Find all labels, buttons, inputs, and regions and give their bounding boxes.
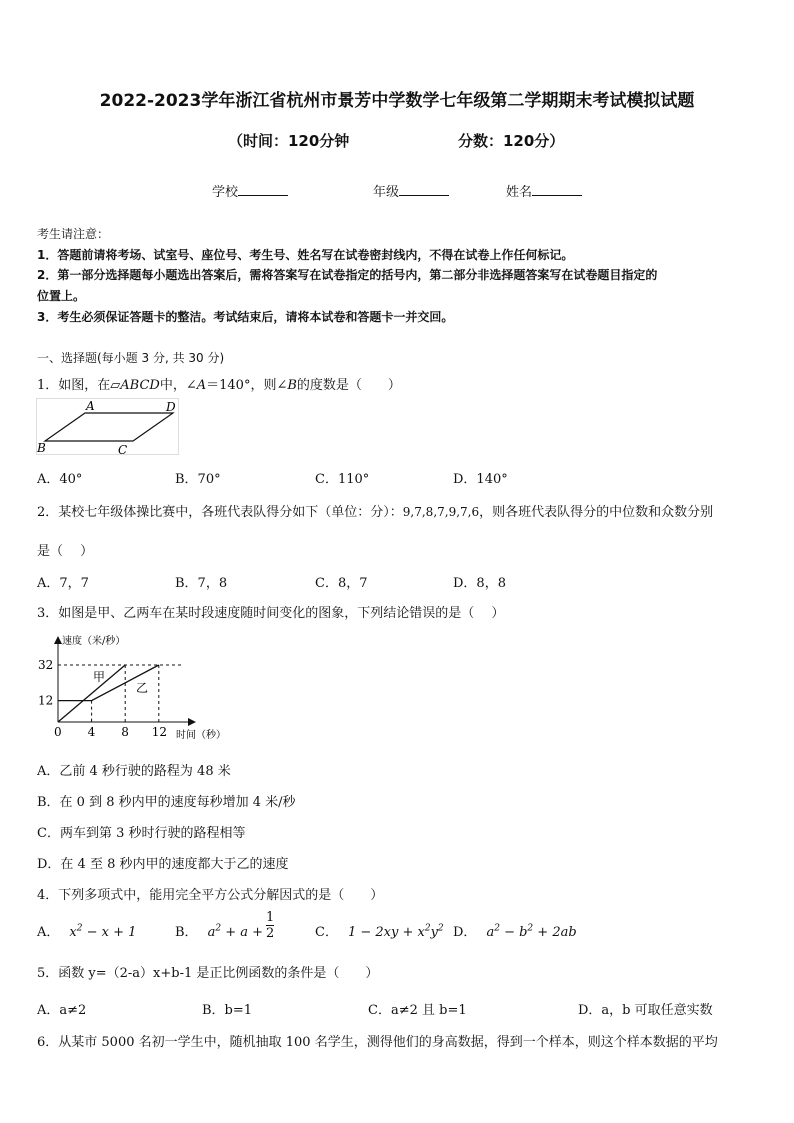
notice-item-2-cont: 位置上。 xyxy=(37,289,86,303)
q5-option-b: B．b=1 xyxy=(202,1003,253,1018)
q1-stem-c: ＝140°，则∠ xyxy=(206,378,288,393)
q1-option-c: C．110° xyxy=(315,472,370,487)
q4-option-b-fraction: $\frac{1}{2}$ xyxy=(266,910,275,941)
x-tick-4: 4 xyxy=(87,725,96,739)
speed-time-chart xyxy=(36,630,246,745)
q5-option-c: C．a≠2 且 b=1 xyxy=(368,1003,467,1018)
q4-option-c xyxy=(315,921,444,940)
q1-stem-a: 1．如图，在▱ xyxy=(37,378,121,393)
q4-option-b xyxy=(175,910,274,941)
grade-field xyxy=(373,181,449,200)
q4-option-b-label: B． xyxy=(175,925,198,940)
q1-stem-b: 中，∠ xyxy=(159,378,197,393)
q4-option-c-expr: $1 - 2xy + x^2y^2$ xyxy=(347,923,444,940)
series-label-yi: 乙 xyxy=(136,681,149,695)
question-5: 5．函数 y=（2-a）x+b-1 是正比例函数的条件是（ ） xyxy=(37,966,379,981)
exam-score: 分数：120分） xyxy=(458,132,565,150)
q2-stem-end: ，则各班代表队得分的中位数和众数分别 xyxy=(479,505,714,520)
q2-line-2: 是（ ） xyxy=(37,544,94,559)
notice-item-1: 1．答题前请将考场、试室号、座位号、考生号、姓名写在试卷密封线内，不得在试卷上作任何标记。 xyxy=(37,248,574,262)
q4-option-d-expr: $a^2 - b^2 + 2ab$ xyxy=(486,923,577,940)
parallelogram-figure xyxy=(36,398,186,460)
notice-item-3: 3．考生必须保证答题卡的整洁。考试结束后，请将本试卷和答题卡一并交回。 xyxy=(37,310,454,324)
school-label: 学校 xyxy=(212,185,239,200)
q1-option-d: D．140° xyxy=(453,472,508,487)
q1-option-a: A．40° xyxy=(37,472,83,487)
question-2 xyxy=(37,501,713,520)
question-6: 6．从某市 5000 名初一学生中，随机抽取 100 名学生，测得他们的身高数据，得到一个样本，则这个样本数据的平均 xyxy=(37,1035,718,1050)
name-label: 姓名 xyxy=(506,185,533,200)
school-blank xyxy=(238,183,288,196)
q1-angle-a: A xyxy=(196,378,207,393)
x-tick-8: 8 xyxy=(121,725,129,739)
q3-option-d: D．在 4 至 8 秒内甲的速度都大于乙的速度 xyxy=(37,857,289,872)
name-blank xyxy=(532,183,582,196)
vertex-label-b: B xyxy=(37,441,46,455)
q4-option-a-label: A． xyxy=(37,925,60,940)
q2-option-d: D．8，8 xyxy=(453,576,506,591)
parallelogram-shape xyxy=(45,413,173,441)
grade-label: 年级 xyxy=(373,185,400,200)
x-tick-0: 0 xyxy=(54,725,62,739)
q1-stem-d: 的度数是（ ） xyxy=(296,378,401,393)
notice-title: 考生请注意： xyxy=(37,227,110,241)
question-1 xyxy=(37,374,401,393)
chart-guide-lines xyxy=(58,665,183,722)
question-4: 4．下列多项式中，能用完全平方公式分解因式的是（ ） xyxy=(37,888,384,903)
name-field xyxy=(506,181,582,200)
grade-blank xyxy=(399,183,449,196)
vertex-label-d: D xyxy=(166,400,176,414)
exam-time: （时间：120分钟 xyxy=(228,132,350,150)
q1-parallelogram-name: ABCD xyxy=(120,378,160,393)
q4-option-d xyxy=(453,921,577,940)
q2-option-c: C．8，7 xyxy=(315,576,368,591)
q5-option-a: A．a≠2 xyxy=(37,1003,87,1018)
q2-data: 9,7,8,7,9,7,6 xyxy=(402,505,480,519)
q1-option-b: B．70° xyxy=(175,472,221,487)
q5-option-d: D．a，b 可取任意实数 xyxy=(578,1003,713,1018)
q2-option-b: B．7，8 xyxy=(175,576,228,591)
school-field xyxy=(212,181,288,200)
figure-frame xyxy=(37,399,179,455)
q2-stem: 2．某校七年级体操比赛中，各班代表队得分如下（单位：分）： xyxy=(37,505,403,520)
q3-option-a: A．乙前 4 秒行驶的路程为 48 米 xyxy=(37,764,231,779)
series-label-jia: 甲 xyxy=(93,670,106,684)
y-tick-32: 32 xyxy=(38,658,54,672)
exam-title: 2022-2023学年浙江省杭州市景芳中学数学七年级第二学期期末考试模拟试题 xyxy=(99,91,695,111)
q4-option-c-label: C． xyxy=(315,925,338,940)
x-tick-12: 12 xyxy=(151,725,168,739)
section-heading: 一、选择题(每小题 3 分, 共 30 分) xyxy=(37,351,225,365)
y-axis-label: 速度（米/秒） xyxy=(62,636,126,647)
q3-option-c: C．两车到第 3 秒时行驶的路程相等 xyxy=(37,826,246,841)
q1-angle-b: B xyxy=(287,378,297,393)
q4-option-d-label: D． xyxy=(453,925,477,940)
x-axis-label: 时间（秒） xyxy=(176,730,226,741)
q3-option-b: B．在 0 到 8 秒内甲的速度每秒增加 4 米/秒 xyxy=(37,795,296,810)
question-3: 3．如图是甲、乙两车在某时段速度随时间变化的图象，下列结论错误的是（ ） xyxy=(37,606,505,621)
q4-option-a-expr: $x^2 - x + 1$ xyxy=(69,923,137,940)
vertex-label-c: C xyxy=(118,443,128,457)
q4-option-b-expr: $a^2 + a$ + xyxy=(207,923,263,940)
y-tick-12: 12 xyxy=(38,693,54,708)
q4-option-a xyxy=(37,921,136,940)
vertex-label-a: A xyxy=(86,399,95,413)
q2-option-a: A．7，7 xyxy=(37,576,89,591)
notice-item-2: 2．第一部分选择题每小题选出答案后，需将答案写在试卷指定的括号内，第二部分非选择题答案写在试卷题目指定的 xyxy=(37,268,658,282)
